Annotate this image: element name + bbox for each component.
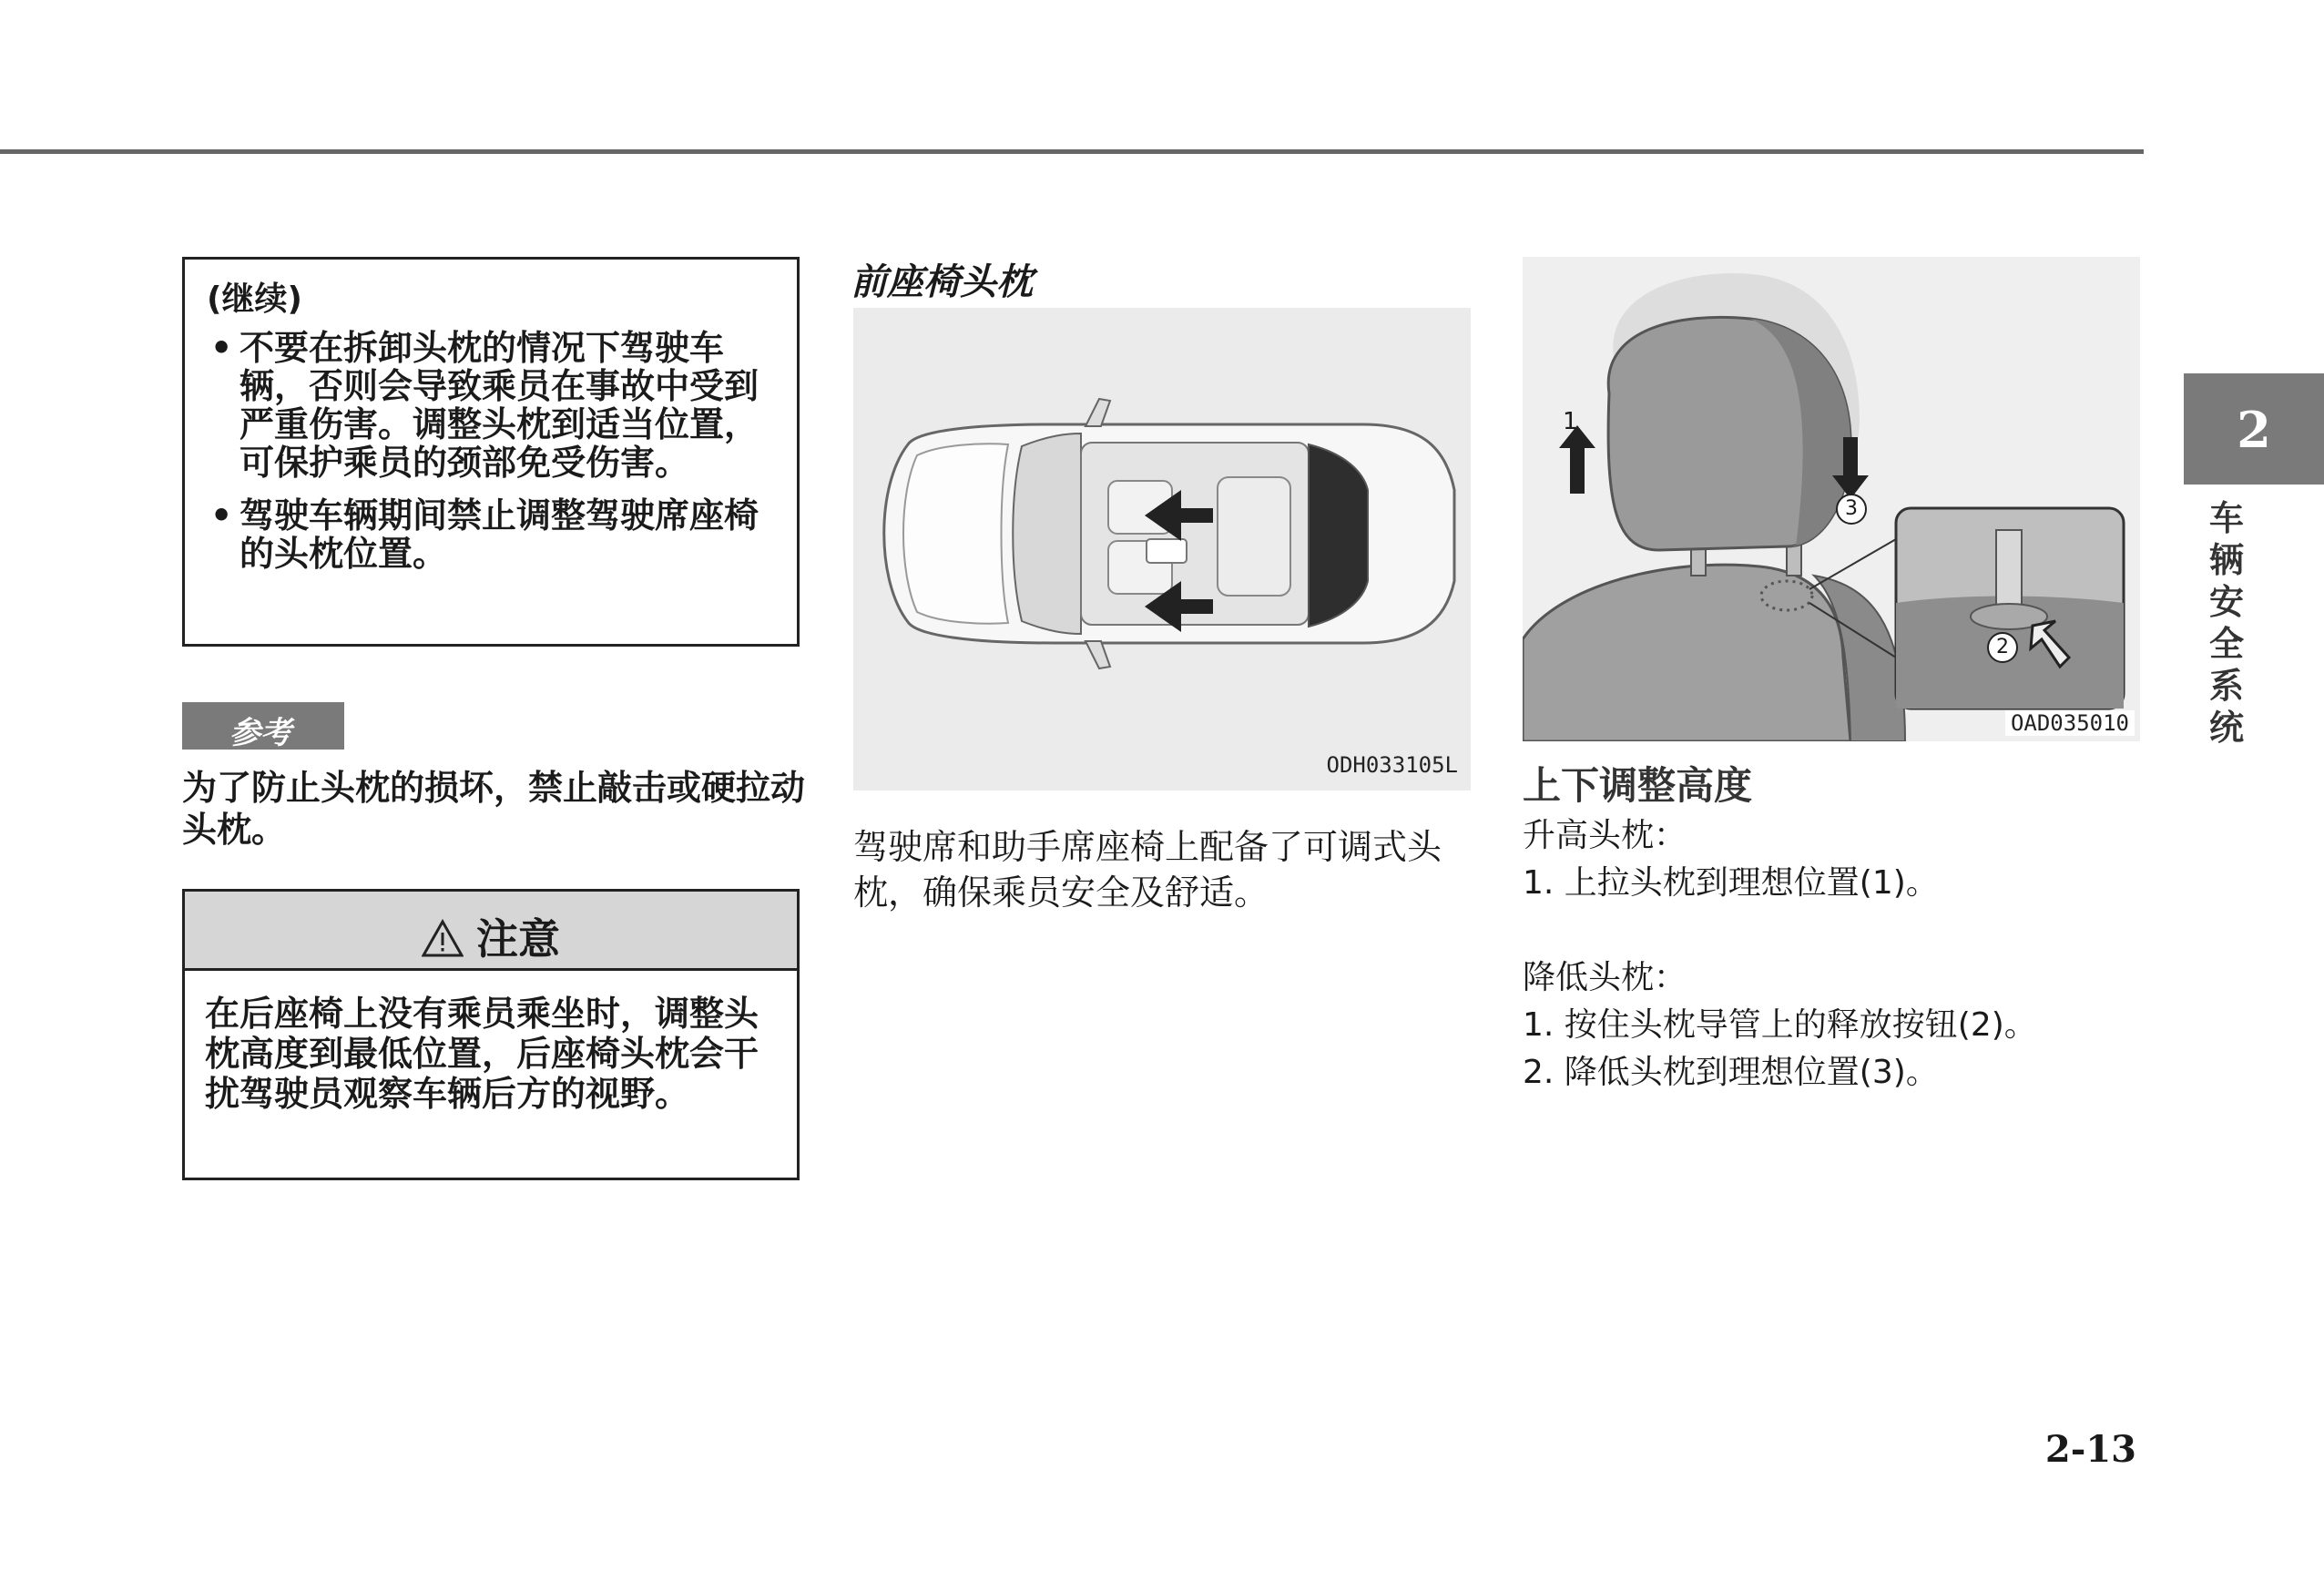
- callout-2: 2: [1987, 632, 2018, 663]
- page-number: 2-13: [2044, 1428, 2136, 1471]
- chapter-title-char: 统: [2208, 708, 2244, 748]
- figure-code: ODH033105L: [1326, 752, 1458, 778]
- chapter-number: 2: [2237, 401, 2271, 459]
- callout-1: 1: [1563, 408, 1578, 435]
- continued-label: (继续): [207, 281, 302, 318]
- car-top-view-figure: [853, 308, 1471, 791]
- reference-tag-label: 参考: [229, 715, 291, 751]
- lower-step: 2. 降低头枕到理想位置(3)。: [1523, 1054, 1939, 1091]
- caution-box: [182, 889, 800, 1180]
- chapter-tab: [2184, 373, 2324, 485]
- warning-bullet: • 驾驶车辆期间禁止调整驾驶席座椅的头枕位置。: [207, 496, 779, 573]
- chapter-title-char: 辆: [2208, 540, 2244, 580]
- car-top-view-illustration: [853, 308, 1471, 791]
- chapter-title-char: 车: [2208, 498, 2244, 538]
- headrest-adjust-illustration: [1523, 257, 2140, 741]
- raise-step: 1. 上拉头枕到理想位置(1)。: [1523, 864, 1939, 902]
- caution-title: 注意: [476, 914, 560, 964]
- height-adjust-title: 上下调整高度: [1523, 763, 1753, 808]
- figure-code: OAD035010: [2005, 710, 2135, 736]
- chapter-title-char: 系: [2208, 666, 2244, 706]
- front-headrest-description: 驾驶席和助手席座椅上配备了可调式头枕，确保乘员安全及舒适。: [853, 827, 1442, 913]
- caution-body: 在后座椅上没有乘员乘坐时，调整头枕高度到最低位置，后座椅头枕会干扰驾驶员观察车辆后方的视野。: [205, 994, 759, 1114]
- caution-header: [185, 892, 797, 971]
- chapter-title-char: 安: [2208, 582, 2244, 622]
- reference-tag: [182, 702, 344, 750]
- warning-bullet: • 不要在拆卸头枕的情况下驾驶车辆，否则会导致乘员在事故中受到严重伤害。调整头枕到适当位置，可保护乘员的颈部免受伤害。: [207, 329, 779, 482]
- lower-step: 1. 按住头枕导管上的释放按钮(2)。: [1523, 1006, 2037, 1044]
- lower-label: 降低头枕：: [1523, 959, 1687, 996]
- reference-text: 为了防止头枕的损坏，禁止敲击或硬拉动头枕。: [182, 768, 806, 850]
- warning-triangle-icon: [422, 919, 464, 957]
- header-rule: [0, 149, 2144, 154]
- adjust-steps: [1523, 812, 2160, 1097]
- chapter-title: [2204, 497, 2249, 749]
- callout-3: 3: [1836, 494, 1867, 525]
- chapter-title-char: 全: [2208, 624, 2244, 664]
- section-title: 前座椅头枕: [851, 261, 1033, 303]
- warning-bullet-list: [207, 329, 779, 573]
- continued-warning-box: [182, 257, 800, 647]
- headrest-adjust-figure: [1523, 257, 2140, 741]
- raise-label: 升高头枕：: [1523, 817, 1687, 854]
